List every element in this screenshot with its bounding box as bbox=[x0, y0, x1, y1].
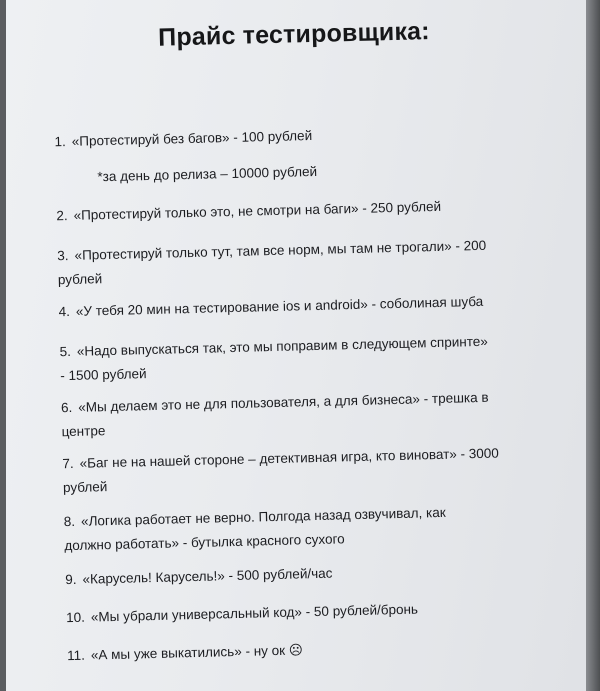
item-text-continued: центре bbox=[61, 423, 106, 440]
item-text: «У тебя 20 мин на тестирование ios и android» - соболиная шуба bbox=[75, 293, 484, 319]
item-text: «Логика работает не верно. Полгода назад озвучивал, как bbox=[80, 504, 446, 529]
item-number: 3. bbox=[57, 247, 69, 264]
item-number: 7. bbox=[62, 455, 74, 472]
list-item bbox=[67, 638, 303, 668]
item-number: 6. bbox=[60, 399, 73, 416]
list-item bbox=[62, 442, 500, 501]
item-number: 2. bbox=[56, 207, 68, 224]
list-item bbox=[59, 330, 488, 388]
item-number: 5. bbox=[59, 343, 72, 360]
list-item bbox=[57, 234, 487, 292]
item-text: «А мы уже выкатились» - ну ок ☹ bbox=[90, 642, 304, 663]
item-text: *за день до релиза – 10000 рублей bbox=[97, 163, 318, 185]
item-text-continued: должно работать» - бутылка красного сухого bbox=[64, 531, 345, 554]
list-item bbox=[65, 562, 333, 593]
item-text-continued: рублей bbox=[57, 271, 103, 288]
item-number: 11. bbox=[66, 647, 86, 664]
background-edge bbox=[586, 0, 600, 691]
item-number: 10. bbox=[65, 609, 86, 626]
item-text: «Надо выпускаться так, это мы поправим в следующем спринте» bbox=[76, 333, 488, 359]
list-item bbox=[54, 124, 312, 154]
item-text: «Мы убрали универсальный код» - 50 рублей/бронь bbox=[90, 601, 419, 625]
item-number: 1. bbox=[54, 134, 66, 150]
list-item bbox=[56, 195, 441, 228]
item-text: «Карусель! Карусель!» - 500 рублей/час bbox=[82, 565, 333, 587]
list-item-note bbox=[97, 160, 317, 189]
item-text: «Протестируй только тут, там все норм, мы там не трогали» - 200 bbox=[74, 237, 487, 263]
item-text: «Баг не на нашей стороне – детективная игра, кто виноват» - 3000 bbox=[79, 445, 499, 471]
item-text: «Протестируй только это, не смотри на баги» - 250 рублей bbox=[73, 198, 442, 223]
item-number: 9. bbox=[65, 571, 77, 588]
price-list-content bbox=[6, 0, 586, 691]
price-list-sheet bbox=[6, 0, 586, 691]
list-item bbox=[58, 290, 483, 324]
page-title: Прайс тестировщика: bbox=[157, 17, 431, 52]
list-item bbox=[64, 501, 447, 558]
list-item bbox=[66, 598, 418, 631]
item-text-continued: рублей bbox=[62, 479, 108, 496]
item-text-continued: - 1500 рублей bbox=[60, 366, 147, 384]
list-item bbox=[61, 386, 490, 444]
item-number: 8. bbox=[63, 513, 76, 530]
item-text: «Мы делаем это не для пользователя, а для бизнеса» - трешка в bbox=[78, 389, 489, 415]
item-text: «Протестируй без багов» - 100 рублей bbox=[71, 127, 313, 149]
item-number: 4. bbox=[58, 303, 71, 320]
